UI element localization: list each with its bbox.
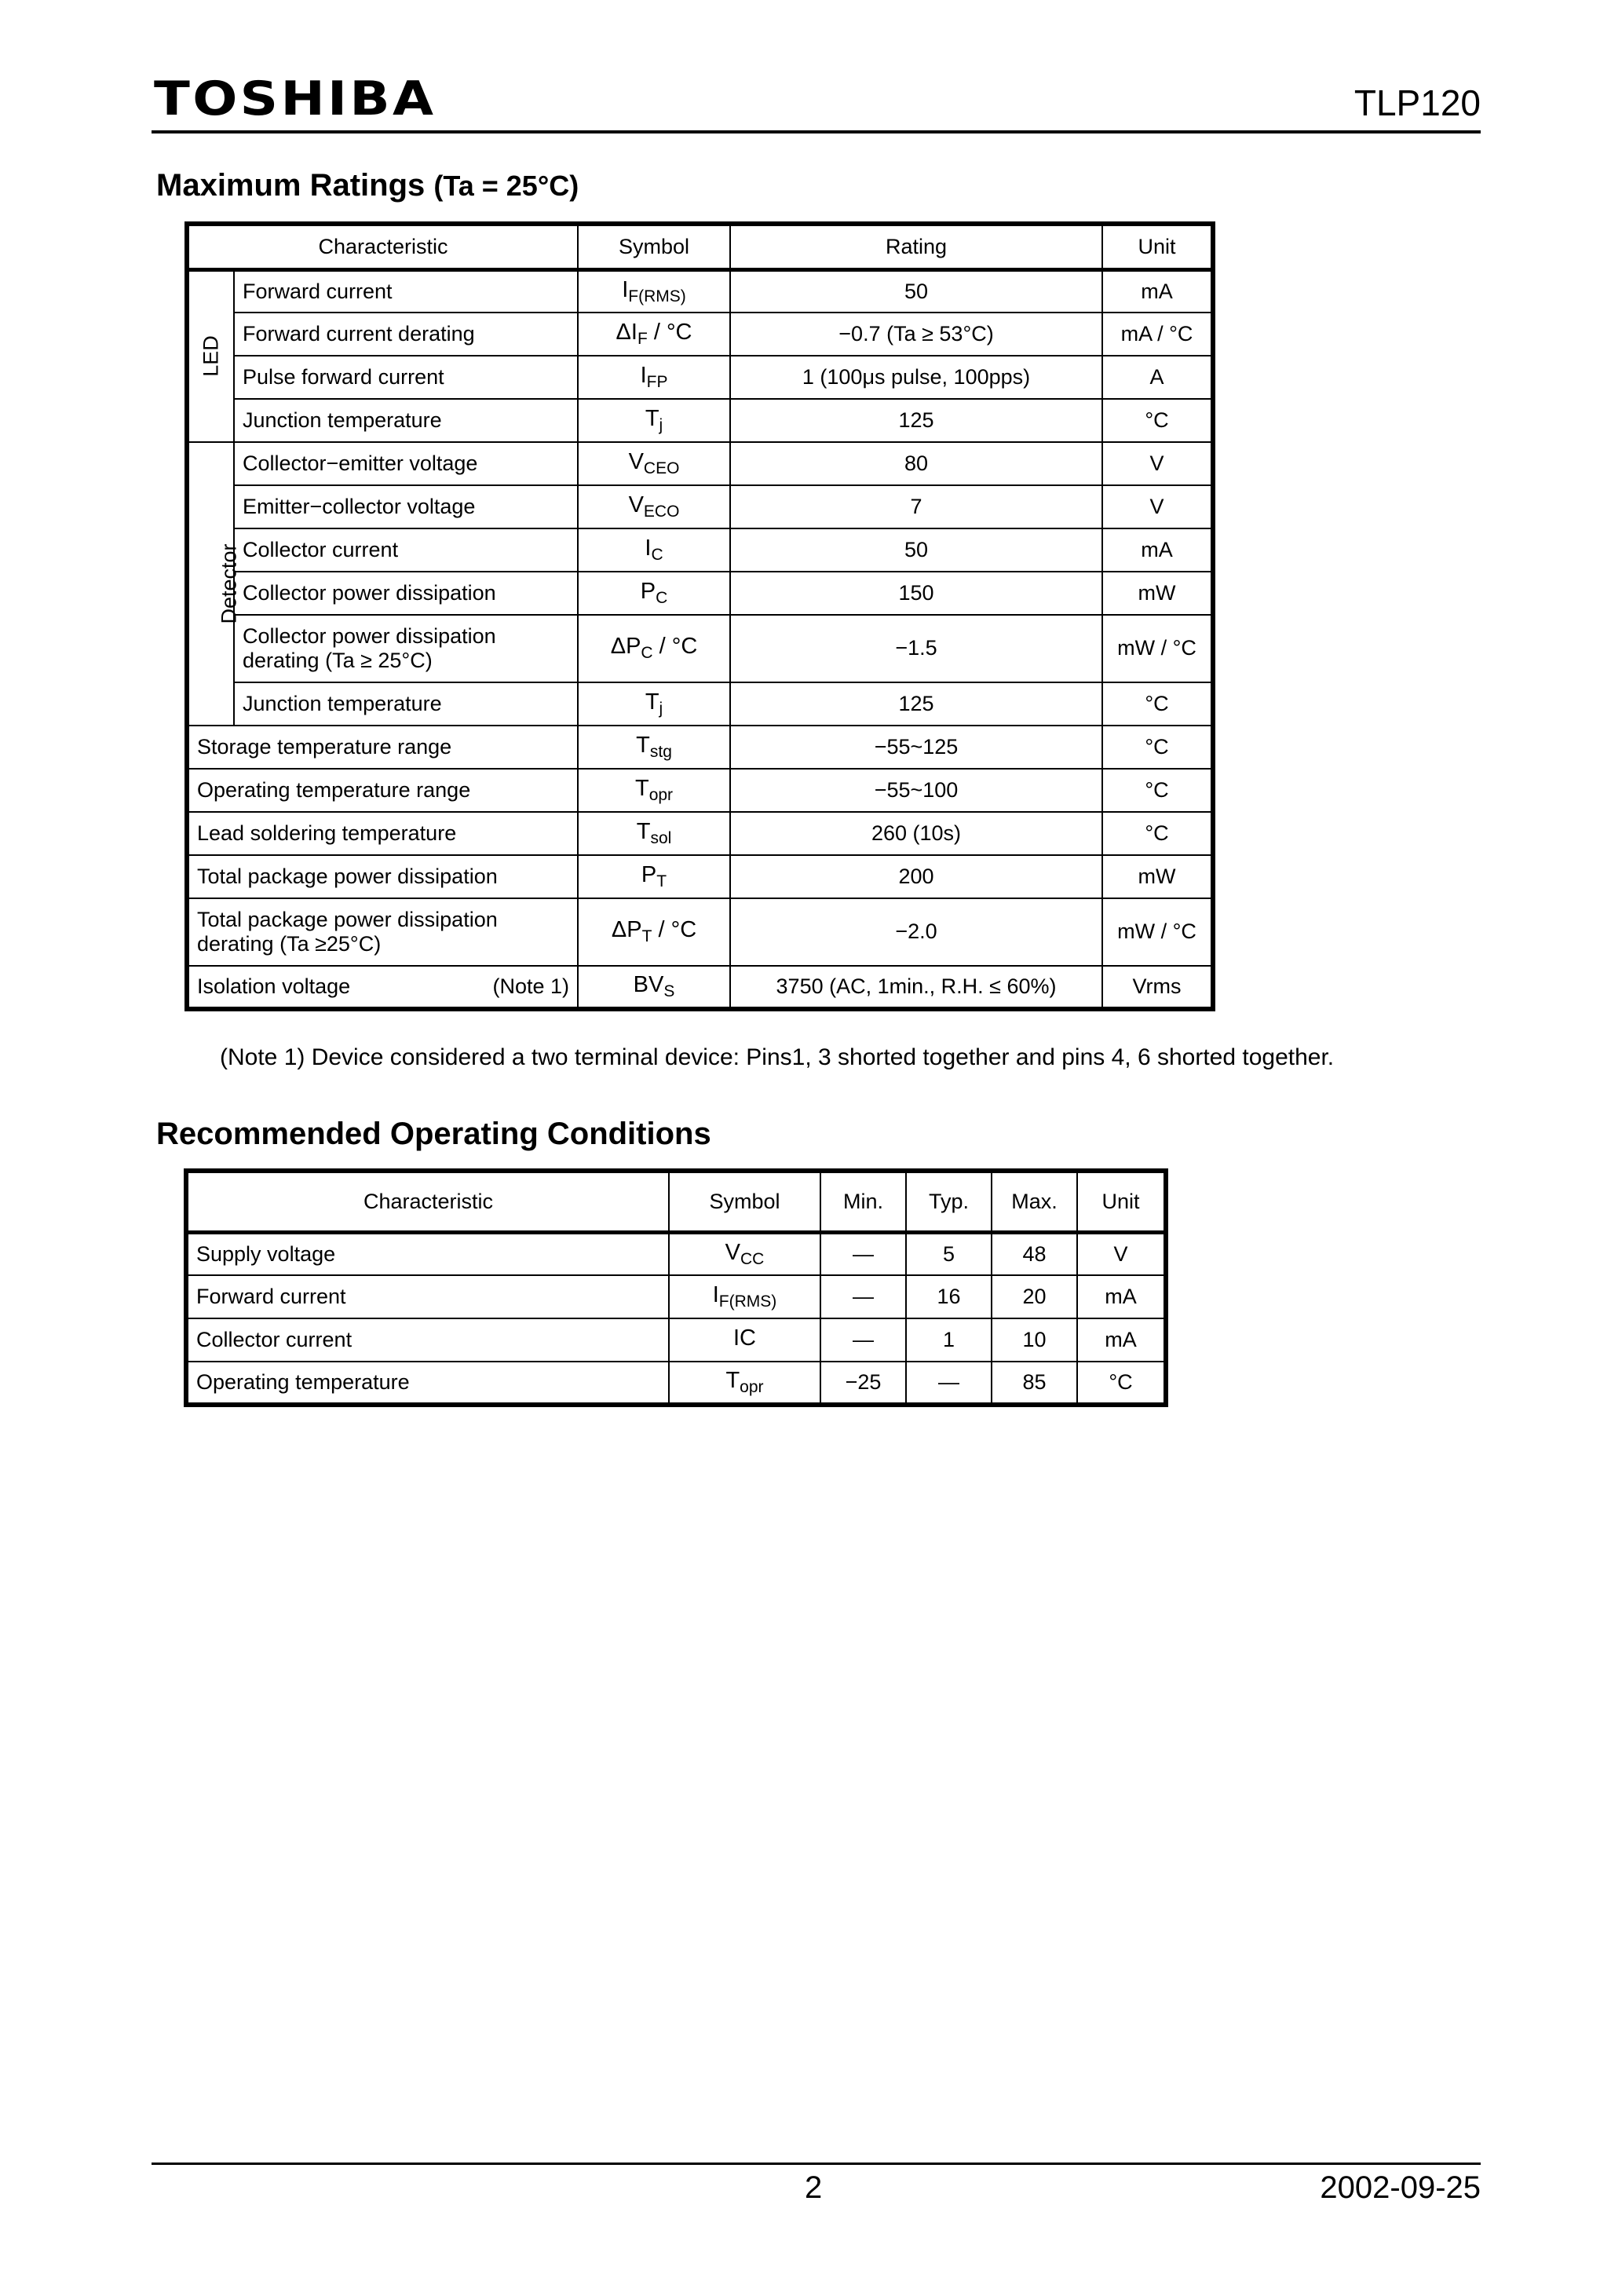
table-header-row: [187, 224, 1213, 269]
table-cell: 260 (10s): [730, 812, 1102, 855]
max-ratings-table: [184, 221, 1215, 1011]
table-row: [187, 682, 1213, 726]
header-rule: [152, 130, 1481, 133]
table-cell: Collector−emitter voltage: [234, 442, 578, 485]
table-cell: $T_{stg}$: [578, 726, 730, 769]
table-cell: 200: [730, 855, 1102, 898]
table-cell: $P_T$: [578, 855, 730, 898]
table-cell: $BV_S$: [578, 966, 730, 1009]
table-cell: mA: [1102, 269, 1213, 313]
table-cell: °C: [1102, 812, 1213, 855]
table-cell: 16: [906, 1275, 992, 1318]
table-cell: 5: [906, 1232, 992, 1275]
brand-logo: TOSHIBA: [154, 71, 437, 126]
table-row: [187, 726, 1213, 769]
table-cell: $V_{CEO}$: [578, 442, 730, 485]
table-row: [186, 1362, 1166, 1405]
table-cell: mA: [1102, 528, 1213, 572]
table-cell: Collector current: [234, 528, 578, 572]
table-cell: mW: [1102, 572, 1213, 615]
table-cell: Total package power dissipation derating (Ta ≥25°C): [187, 898, 578, 966]
table-cell: $T_{opr}$: [578, 769, 730, 812]
table-cell: °C: [1102, 726, 1213, 769]
table-cell: $P_C$: [578, 572, 730, 615]
table-cell: —: [906, 1362, 992, 1405]
table-cell: Pulse forward current: [234, 356, 578, 399]
col-unit: Unit: [1102, 224, 1213, 269]
table-cell: $I_{F(RMS)}$: [669, 1275, 820, 1318]
note-1: (Note 1) Device considered a two terminal device: Pins1, 3 shorted together and pins 4, 6 shorted together.: [220, 1044, 1335, 1070]
table-cell: Operating temperature range: [187, 769, 578, 812]
column-header: Min.: [820, 1171, 906, 1232]
table-cell: 150: [730, 572, 1102, 615]
note-ref: (Note 1): [492, 974, 570, 998]
table-cell: Storage temperature range: [187, 726, 578, 769]
column-header: Characteristic: [186, 1171, 669, 1232]
table-cell: 1: [906, 1318, 992, 1362]
table-row: [187, 966, 1213, 1009]
table-cell: mA / °C: [1102, 313, 1213, 356]
group-led: LED: [187, 269, 234, 442]
table-cell: °C: [1102, 769, 1213, 812]
table-cell: Junction temperature: [234, 399, 578, 442]
table-cell: Forward current derating: [234, 313, 578, 356]
table-cell: V: [1102, 442, 1213, 485]
table-cell: 1 (100μs pulse, 100pps): [730, 356, 1102, 399]
table-row: [187, 485, 1213, 528]
table-cell: −25: [820, 1362, 906, 1405]
table-cell: A: [1102, 356, 1213, 399]
max-ratings-condition: (Ta = 25°C): [433, 170, 579, 202]
footer-rule: [152, 2163, 1481, 2165]
table-cell: mA: [1077, 1275, 1166, 1318]
table-row: [187, 399, 1213, 442]
col-rating: Rating: [730, 224, 1102, 269]
table-cell: mW: [1102, 855, 1213, 898]
table-cell: Collector current: [186, 1318, 669, 1362]
table-cell: —: [820, 1275, 906, 1318]
table-cell: −2.0: [730, 898, 1102, 966]
table-row: [186, 1275, 1166, 1318]
table-cell: Junction temperature: [234, 682, 578, 726]
table-cell: Forward current: [234, 269, 578, 313]
table-cell: —: [820, 1318, 906, 1362]
table-cell: $\Delta P_C / ^\circ C$: [578, 615, 730, 682]
table-cell: 20: [992, 1275, 1077, 1318]
table-cell: 7: [730, 485, 1102, 528]
table-cell: $T_j$: [578, 682, 730, 726]
table-cell: Vrms: [1102, 966, 1213, 1009]
part-number: TLP120: [1353, 82, 1481, 123]
table-row: [187, 572, 1213, 615]
table-cell: 80: [730, 442, 1102, 485]
table-row: [187, 769, 1213, 812]
column-header: Max.: [992, 1171, 1077, 1232]
page-number: 2: [805, 2170, 823, 2205]
column-header: Unit: [1077, 1171, 1166, 1232]
table-cell: 125: [730, 399, 1102, 442]
col-symbol: Symbol: [578, 224, 730, 269]
table-cell: 50: [730, 269, 1102, 313]
table-row: [186, 1318, 1166, 1362]
table-cell: $V_{CC}$: [669, 1232, 820, 1275]
table-cell: $\Delta I_F / ^\circ C$: [578, 313, 730, 356]
table-cell: Collector power dissipation derating (Ta ≥ 25°C): [234, 615, 578, 682]
table-cell: Forward current: [186, 1275, 669, 1318]
table-cell: °C: [1077, 1362, 1166, 1405]
table-header-row: [186, 1171, 1166, 1232]
table-cell: Supply voltage: [186, 1232, 669, 1275]
table-cell: Collector power dissipation: [234, 572, 578, 615]
table-row: [187, 855, 1213, 898]
group-detector: Detector: [187, 442, 234, 726]
table-row: [187, 898, 1213, 966]
table-cell: IC: [669, 1318, 820, 1362]
recommended-title: Recommended Operating Conditions: [156, 1117, 711, 1151]
table-cell: mA: [1077, 1318, 1166, 1362]
table-cell: $I_{F(RMS)}$: [578, 269, 730, 313]
table-cell: 10: [992, 1318, 1077, 1362]
table-row: [187, 528, 1213, 572]
table-row: [187, 442, 1213, 485]
table-cell: V: [1077, 1232, 1166, 1275]
table-cell: Total package power dissipation: [187, 855, 578, 898]
table-cell: 85: [992, 1362, 1077, 1405]
table-cell: °C: [1102, 682, 1213, 726]
table-row: [187, 615, 1213, 682]
table-cell: °C: [1102, 399, 1213, 442]
table-row: [187, 356, 1213, 399]
table-cell: $T_j$: [578, 399, 730, 442]
table-cell: Lead soldering temperature: [187, 812, 578, 855]
table-row: [187, 269, 1213, 313]
table-cell: $V_{ECO}$: [578, 485, 730, 528]
table-cell: mW / °C: [1102, 898, 1213, 966]
table-cell: $\Delta P_T / ^\circ C$: [578, 898, 730, 966]
table-cell: 48: [992, 1232, 1077, 1275]
column-header: Symbol: [669, 1171, 820, 1232]
table-cell: −0.7 (Ta ≥ 53°C): [730, 313, 1102, 356]
table-cell: Emitter−collector voltage: [234, 485, 578, 528]
column-header: Typ.: [906, 1171, 992, 1232]
table-cell: −55~100: [730, 769, 1102, 812]
recommended-table: [184, 1168, 1168, 1407]
table-cell: $T_{sol}$: [578, 812, 730, 855]
table-cell: —: [820, 1232, 906, 1275]
table-cell: 50: [730, 528, 1102, 572]
table-cell: V: [1102, 485, 1213, 528]
footer-date: 2002-09-25: [1320, 2170, 1481, 2205]
table-row: [187, 812, 1213, 855]
table-cell: Isolation voltage (Note 1): [187, 966, 578, 1009]
table-cell: −55~125: [730, 726, 1102, 769]
table-cell: $I_C$: [578, 528, 730, 572]
table-cell: 3750 (AC, 1min., R.H. ≤ 60%): [730, 966, 1102, 1009]
table-cell: $T_{opr}$: [669, 1362, 820, 1405]
table-cell: −1.5: [730, 615, 1102, 682]
table-cell: mW / °C: [1102, 615, 1213, 682]
table-cell: $I_{FP}$: [578, 356, 730, 399]
table-row: [187, 313, 1213, 356]
table-cell: 125: [730, 682, 1102, 726]
table-row: [186, 1232, 1166, 1275]
col-characteristic: Characteristic: [187, 224, 578, 269]
max-ratings-title: Maximum Ratings (Ta = 25°C): [156, 168, 579, 203]
table-cell: Operating temperature: [186, 1362, 669, 1405]
